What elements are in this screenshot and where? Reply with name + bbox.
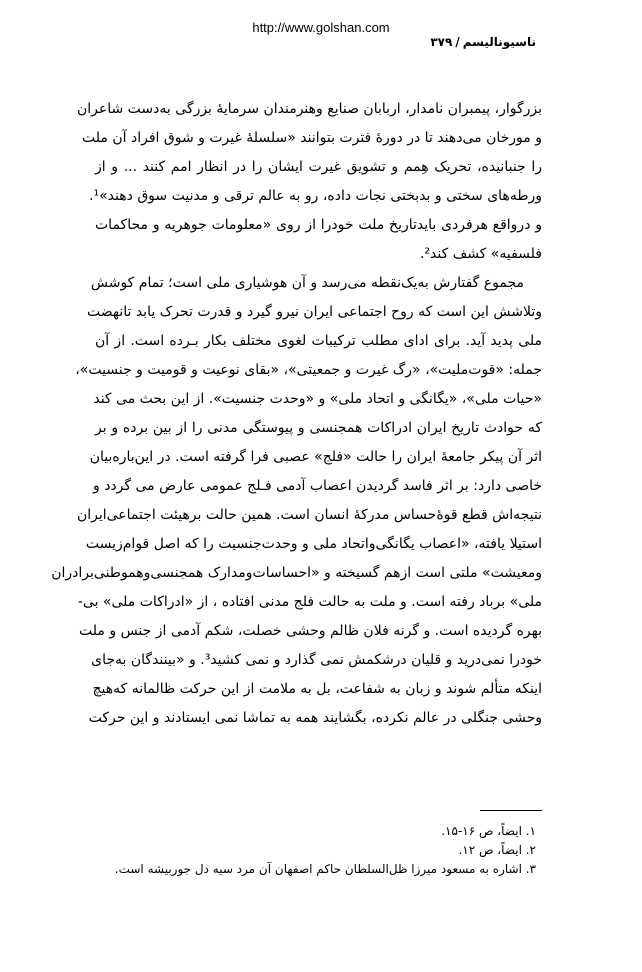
text-line: جمله: «قوت‌ملیت»، «رگ غیرت و جمعیتی»، «بقای نوعیت و قومیت و جنسیت»، (75, 362, 542, 378)
text-line: را جنبانیده، تحریک هِمم و تشویق غیرت ایشان را در انظار امم کنند ... و از (95, 159, 542, 175)
running-title: ناسیونالیسم (462, 35, 536, 49)
page-number: ۳۷۹ (430, 35, 453, 49)
text-line: که حوادث تاریخ ایران ادراکات همجنسی و پیوستگی مدنی را از بین برده و بر (95, 420, 542, 436)
paragraph-start-line: مجموع گفتارش به‌یک‌نقطه می‌رسد و آن هوشیاری ملی است؛ تمام کوشش (90, 275, 524, 291)
footnote-2: ۲. ایضاً، ص ۱۲. (458, 843, 536, 857)
body-text (51, 95, 542, 733)
text-line: ملی» برباد رفته است. و ملت به حالت فلج مدنی افتاده ، از «ادراکات ملی» بی‌- (77, 594, 542, 610)
text-line: اثر آن پیکر جامعهٔ ایران را حالت «فلج» عصبی فرا گرفته است. در این‌باره‌بیان (89, 449, 542, 465)
text-line: «حیات ملی»، «یگانگی و اتحاد ملی» و «وحدت جنسیت». از این بحث می کند (93, 391, 542, 407)
text-line: ورطه‌های سختی و بدبختی نجات داده، رو به عالم ترقی و مدنیت سوق دهند»¹. (89, 188, 542, 204)
footnotes (95, 822, 542, 879)
text-line: و درواقع هرفردی بایدتاریخ ملت خودرا از روی «معلومات جوهریه و محاکمات (95, 217, 542, 233)
text-line: نتیجه‌اش قطع قوهٔ‌حساس مدرکهٔ انسان است. همین حالت برهیئت اجتماعی‌ایران (76, 507, 542, 523)
text-line: استیلا یافته، «اعصاب یگانگی‌واتحاد ملی و وحدت‌جنسیت را که اصل قوام‌زیست (85, 536, 542, 552)
footnote-1: ۱. ایضاً، ص ۱۶-۱۵. (441, 824, 536, 838)
text-line: اینکه متألم شوند و زبان به شفاعت، بل به ملامت از این حرکت ظالمانه که‌هیچ (92, 681, 542, 697)
running-head (386, 35, 536, 49)
text-line: وتلاشش این است که روح اجتماعی ایران نیرو گیرد و قدرت تحرک یابد تانهضت (86, 304, 542, 320)
text-line: و مورخان می‌دهند تا در دورهٔ فترت بتوانند «سلسلهٔ غیرت و شوق افراد آن ملت (82, 130, 542, 146)
text-line: وحشی جنگلی در عالم نکرده، بگشایند همه به تماشا نمی ایستادند و این حرکت (88, 710, 542, 726)
header-url: http://www.golshan.com (252, 20, 390, 35)
footnote-3: ۳. اشاره به مسعود میرزا ظل‌السلطان حاکم اصفهان آن مرد سیه دل جوربیشه است. (114, 862, 536, 876)
text-line: بزرگوار، پیمبران نامدار، اربابان صنایع وهنرمندان سرمایهٔ بزرگی به‌دست شاعران (76, 101, 542, 117)
text-line: خودرا نمی‌درید و قلیان درشکمش نمی گذارد و نمی کشید³. و «بینندگان به‌جای (91, 652, 542, 668)
text-line: بهره گردیده است. و گرنه فلان ظالم وحشی خصلت، شکم آدمی از جنس و ملت (79, 623, 542, 639)
text-line: خاصی دارد: بر اثر فاسد گردیدن اعصاب آدمی فـلج عمومی عارض می گردد و (92, 478, 542, 494)
text-line: ملی پدید آید. برای ادای مطلب ترکیبات لغوی مختلف بکار بـرده است. از آن (95, 333, 542, 349)
running-head-separator: / (455, 35, 460, 49)
text-line: فلسفیه» کشف کند². (419, 246, 542, 262)
text-line: ومعیشت» ملتی است ازهم گسیخته و «احساسات‌ومدارک همجنسی‌وهموطنی‌برادران (51, 565, 542, 581)
footnote-divider (480, 810, 542, 811)
